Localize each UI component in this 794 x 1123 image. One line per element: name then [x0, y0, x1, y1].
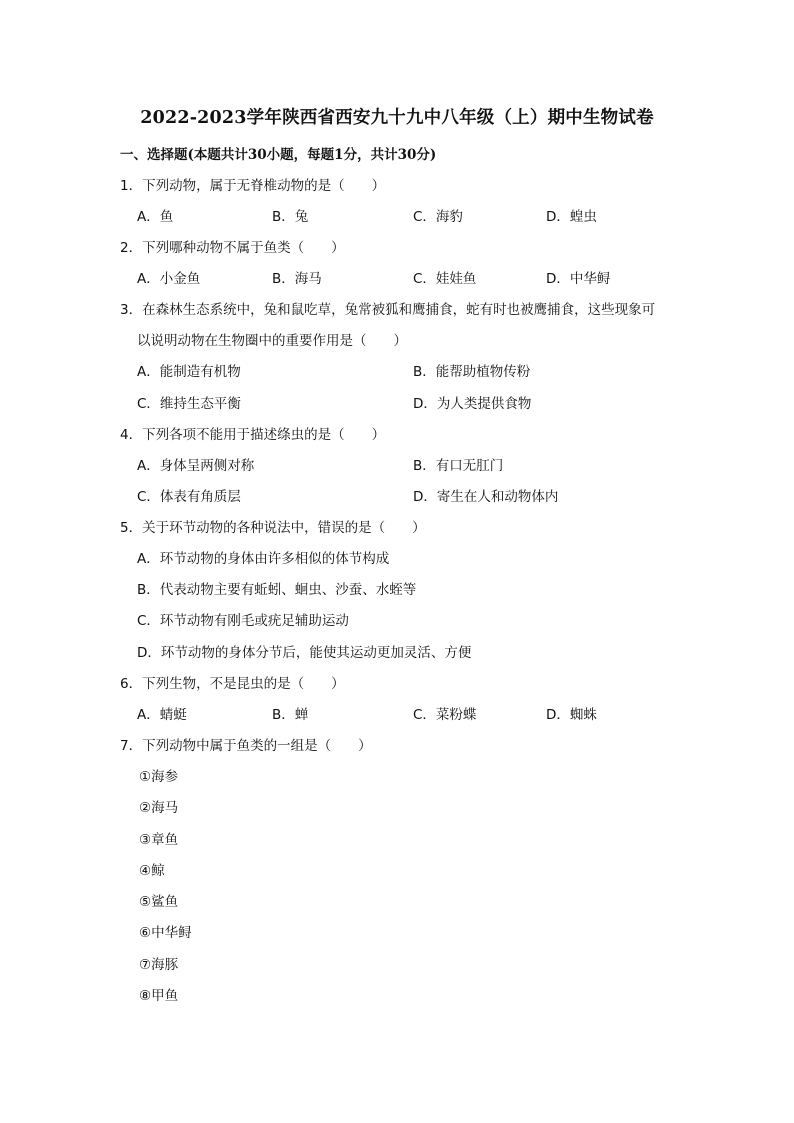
- q6-option-d: D．蜘蛛: [546, 707, 597, 723]
- question-3-stem: 3．在森林生态系统中，兔和鼠吃草，兔常被狐和鹰捕食，蛇有时也被鹰捕食，这些现象可: [120, 302, 656, 318]
- question-7-stem: 7．下列动物中属于鱼类的一组是（ ）: [120, 738, 372, 754]
- q2-option-a: A．小金鱼: [137, 271, 201, 287]
- q2-option-b: B．海马: [272, 271, 322, 287]
- q6-option-a: A．蜻蜓: [137, 707, 187, 723]
- q5-option-b: B．代表动物主要有蚯蚓、蛔虫、沙蚕、水蛭等: [137, 582, 417, 598]
- question-6-stem: 6．下列生物，不是昆虫的是（ ）: [120, 676, 345, 692]
- q4-option-b: B．有口无肛门: [413, 458, 504, 474]
- q4-option-c: C．体表有角质层: [137, 489, 241, 505]
- q1-option-c: C．海豹: [413, 209, 463, 225]
- q7-item-4: ④鲸: [139, 863, 165, 879]
- q4-option-a: A．身体呈两侧对称: [137, 458, 255, 474]
- q6-option-b: B．蝉: [272, 707, 309, 723]
- question-4-stem: 4．下列各项不能用于描述绦虫的是（ ）: [120, 427, 386, 443]
- q7-item-8: ⑧甲鱼: [139, 988, 179, 1004]
- section-heading: 一、选择题(本题共计30小题，每题1分，共计30分): [120, 147, 437, 163]
- question-5-stem: 5．关于环节动物的各种说法中，错误的是（ ）: [120, 520, 426, 536]
- q7-item-7: ⑦海豚: [139, 957, 179, 973]
- q2-option-d: D．中华鲟: [546, 271, 611, 287]
- q5-option-d: D．环节动物的身体分节后，能使其运动更加灵活、方便: [137, 645, 472, 661]
- q3-option-c: C．维持生态平衡: [137, 396, 241, 412]
- q4-option-d: D．寄生在人和动物体内: [413, 489, 559, 505]
- q7-item-1: ①海参: [139, 769, 179, 785]
- q1-option-b: B．兔: [272, 209, 309, 225]
- q1-option-a: A．鱼: [137, 209, 174, 225]
- q7-item-2: ②海马: [139, 800, 179, 816]
- q7-item-5: ⑤鲨鱼: [139, 894, 179, 910]
- q7-item-3: ③章鱼: [139, 832, 179, 848]
- question-3-stem-cont: 以说明动物在生物圈中的重要作用是（ ）: [137, 333, 407, 349]
- q2-option-c: C．娃娃鱼: [413, 271, 477, 287]
- q1-option-d: D．蝗虫: [546, 209, 597, 225]
- q3-option-d: D．为人类提供食物: [413, 396, 532, 412]
- q6-option-c: C．菜粉蝶: [413, 707, 477, 723]
- question-2-stem: 2．下列哪种动物不属于鱼类（ ）: [120, 240, 345, 256]
- q7-item-6: ⑥中华鲟: [139, 925, 192, 941]
- q3-option-a: A．能制造有机物: [137, 364, 241, 380]
- q5-option-c: C．环节动物有刚毛或疣足辅助运动: [137, 613, 349, 629]
- q5-option-a: A．环节动物的身体由许多相似的体节构成: [137, 551, 390, 567]
- question-1-stem: 1．下列动物，属于无脊椎动物的是（ ）: [120, 178, 386, 194]
- q3-option-b: B．能帮助植物传粉: [413, 364, 531, 380]
- exam-title: 2022-2023学年陕西省西安九十九中八年级（上）期中生物试卷: [140, 108, 654, 128]
